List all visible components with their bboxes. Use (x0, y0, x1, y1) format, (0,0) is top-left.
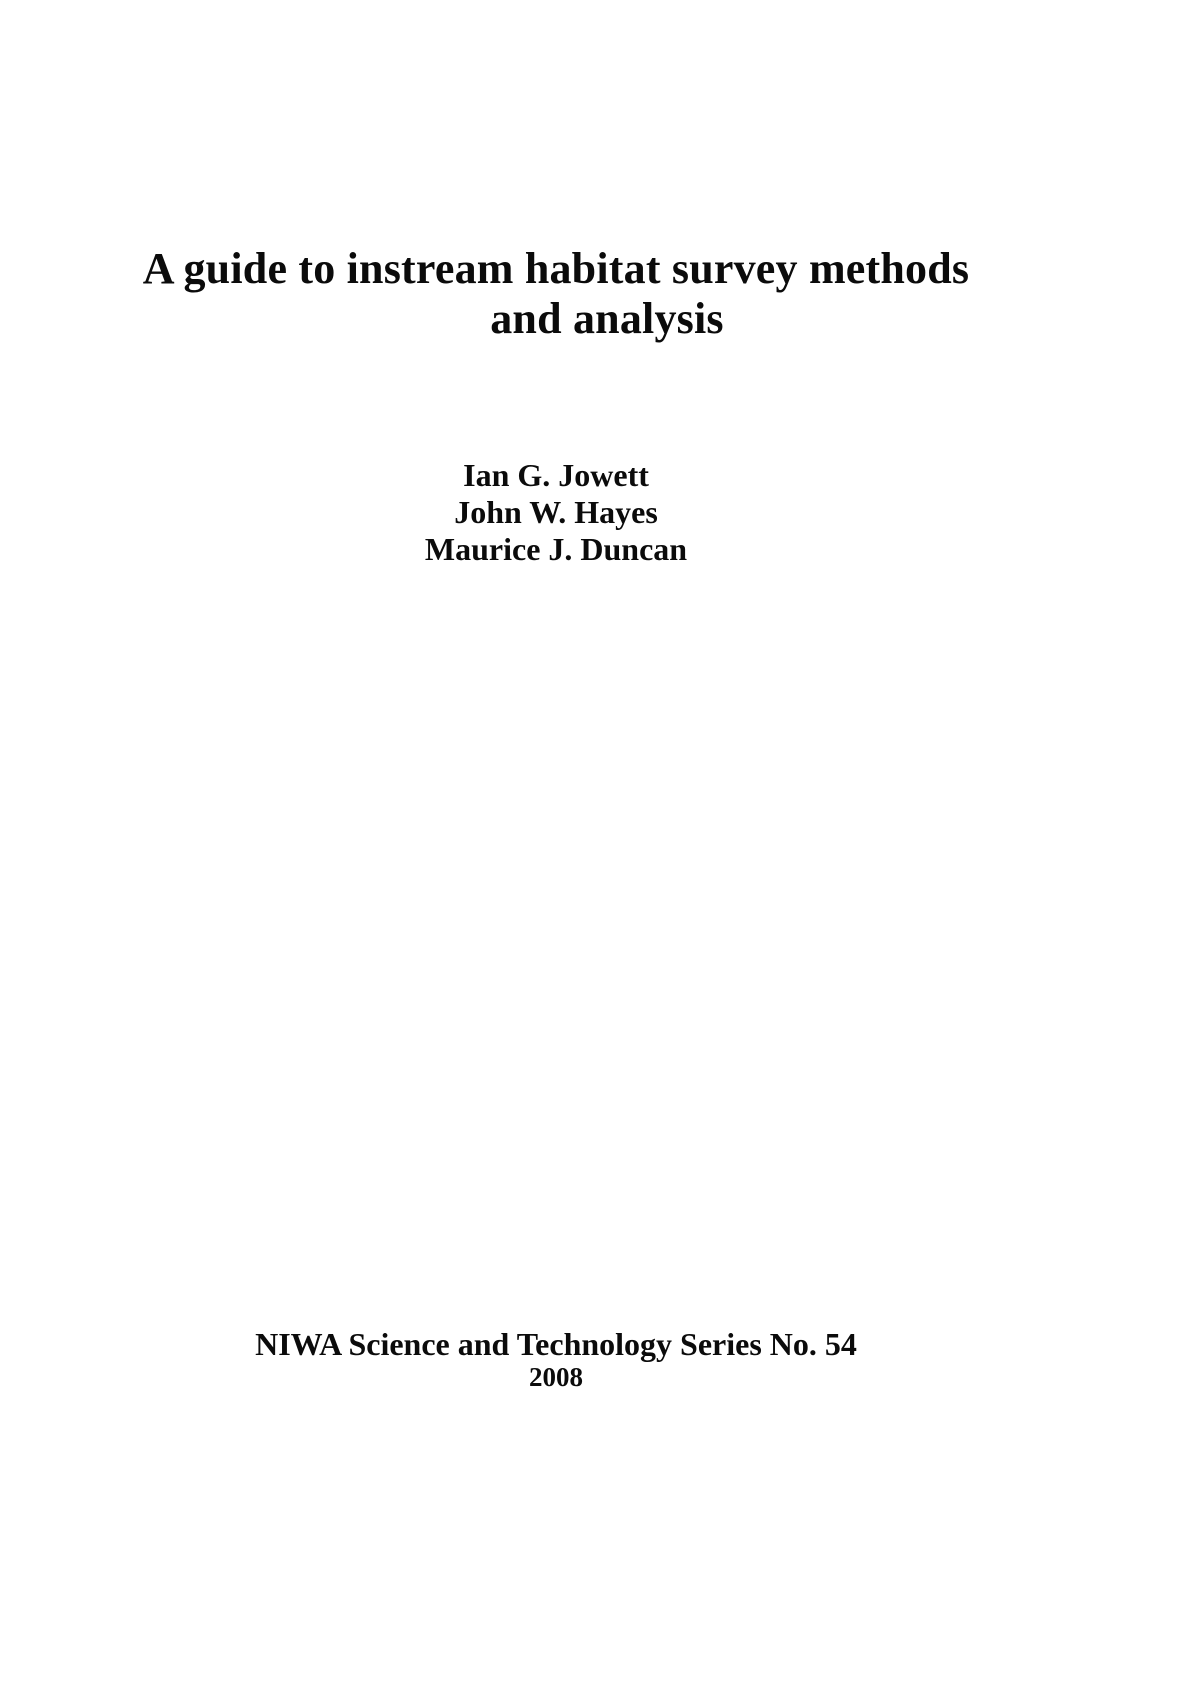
title-line-2: and analysis (490, 294, 724, 343)
publication-year: 2008 (529, 1362, 583, 1392)
author-name: John W. Hayes (454, 494, 658, 530)
document-title (0, 244, 1112, 344)
author-name: Maurice J. Duncan (424, 531, 688, 567)
title-line-1: A guide to instream habitat survey methods (142, 244, 970, 293)
publication-footer (0, 1326, 1112, 1393)
series-title: NIWA Science and Technology Series No. 54 (255, 1326, 857, 1362)
author-name: Ian G. Jowett (463, 457, 649, 493)
author-list (0, 457, 1112, 568)
